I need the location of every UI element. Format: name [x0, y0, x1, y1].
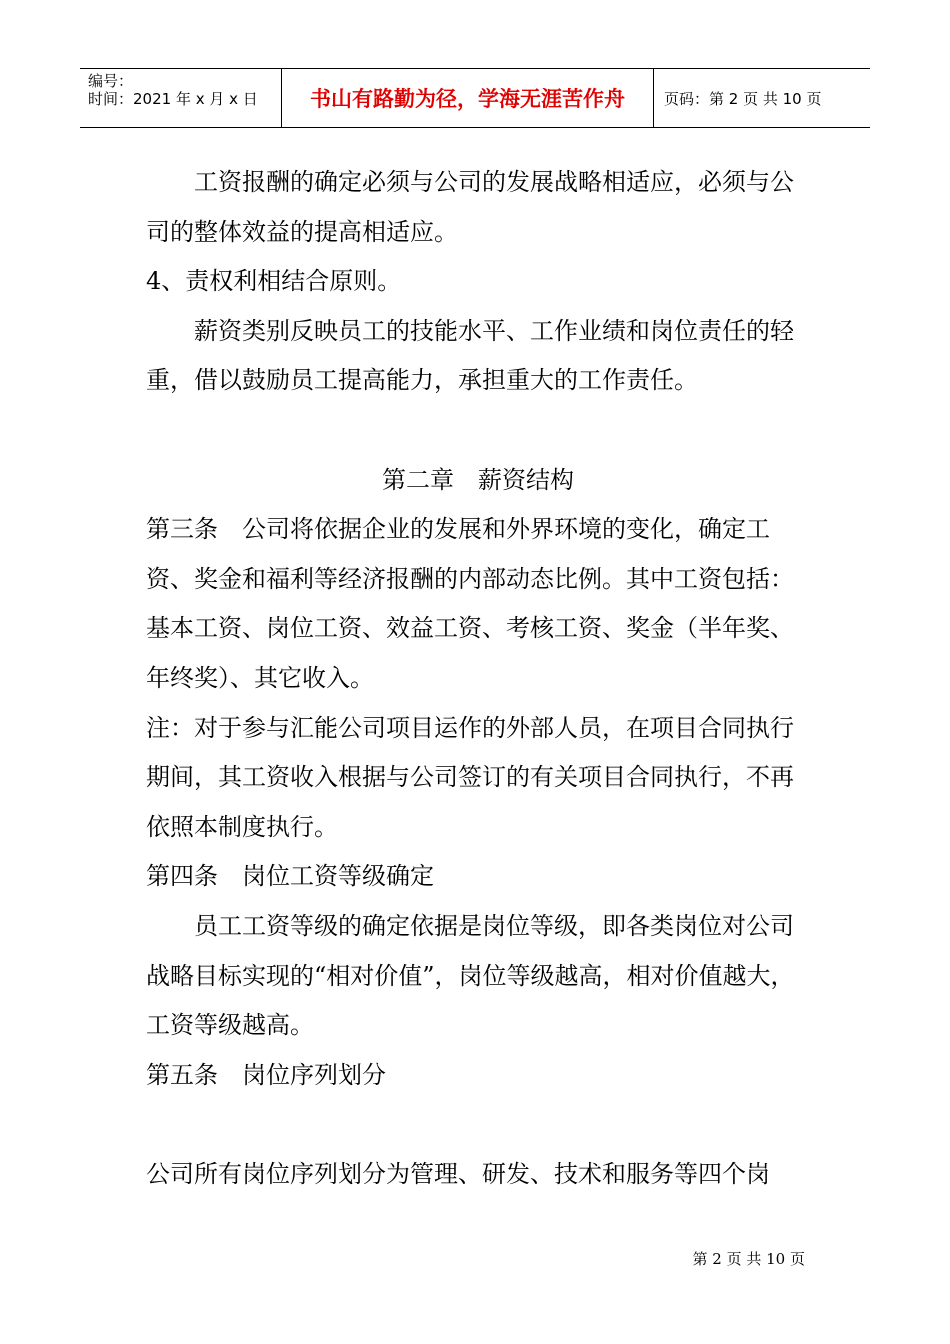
- header-meta: [80, 69, 282, 127]
- chapter-heading: 第二章 薪资结构: [382, 465, 574, 494]
- paragraph-salary-strategy: 工资报酬的确定必须与公司的发展战略相适应，必须与公司的整体效益的提高相适应。: [146, 168, 794, 246]
- header-page-label: 页码：第 2 页 共 10 页: [664, 89, 822, 108]
- page-header: [80, 68, 870, 128]
- page-footer: 第 2 页 共 10 页: [692, 1250, 805, 1268]
- spacer: [146, 1100, 810, 1150]
- document-body: [146, 158, 810, 1199]
- header-motto: 书山有路勤为径，学海无涯苦作舟: [282, 69, 654, 127]
- principle-item-4: 4、责权利相结合原则。: [146, 267, 402, 296]
- spacer: [146, 406, 810, 456]
- article-5-text: 公司所有岗位序列划分为管理、研发、技术和服务等四个岗: [146, 1159, 770, 1188]
- doc-time-label: 时间：2021 年 x 月 x 日: [88, 90, 258, 108]
- article-4-heading: 第四条 岗位工资等级确定: [146, 862, 434, 891]
- note-paragraph: 注：对于参与汇能公司项目运作的外部人员，在项目合同执行期间，其工资收入根据与公司签订的有关项目合同执行，不再依照本制度执行。: [146, 713, 794, 841]
- paragraph-salary-category: 薪资类别反映员工的技能水平、工作业绩和岗位责任的轻重，借以鼓励员工提高能力，承担重大的工作责任。: [146, 316, 794, 395]
- article-5-heading: 第五条 岗位序列划分: [146, 1060, 386, 1089]
- doc-number-label: 编号：: [88, 72, 134, 90]
- article-3: 第三条 公司将依据企业的发展和外界环境的变化，确定工资、奖金和福利等经济报酬的内部动态比例。其中工资包括：基本工资、岗位工资、效益工资、考核工资、奖金（半年奖、年终奖）、其它收入。: [146, 515, 794, 692]
- article-4-text: 员工工资等级的确定依据是岗位等级，即各类岗位对公司战略目标实现的“相对价值”，岗位等级越高，相对价值越大，工资等级越高。: [146, 911, 795, 1040]
